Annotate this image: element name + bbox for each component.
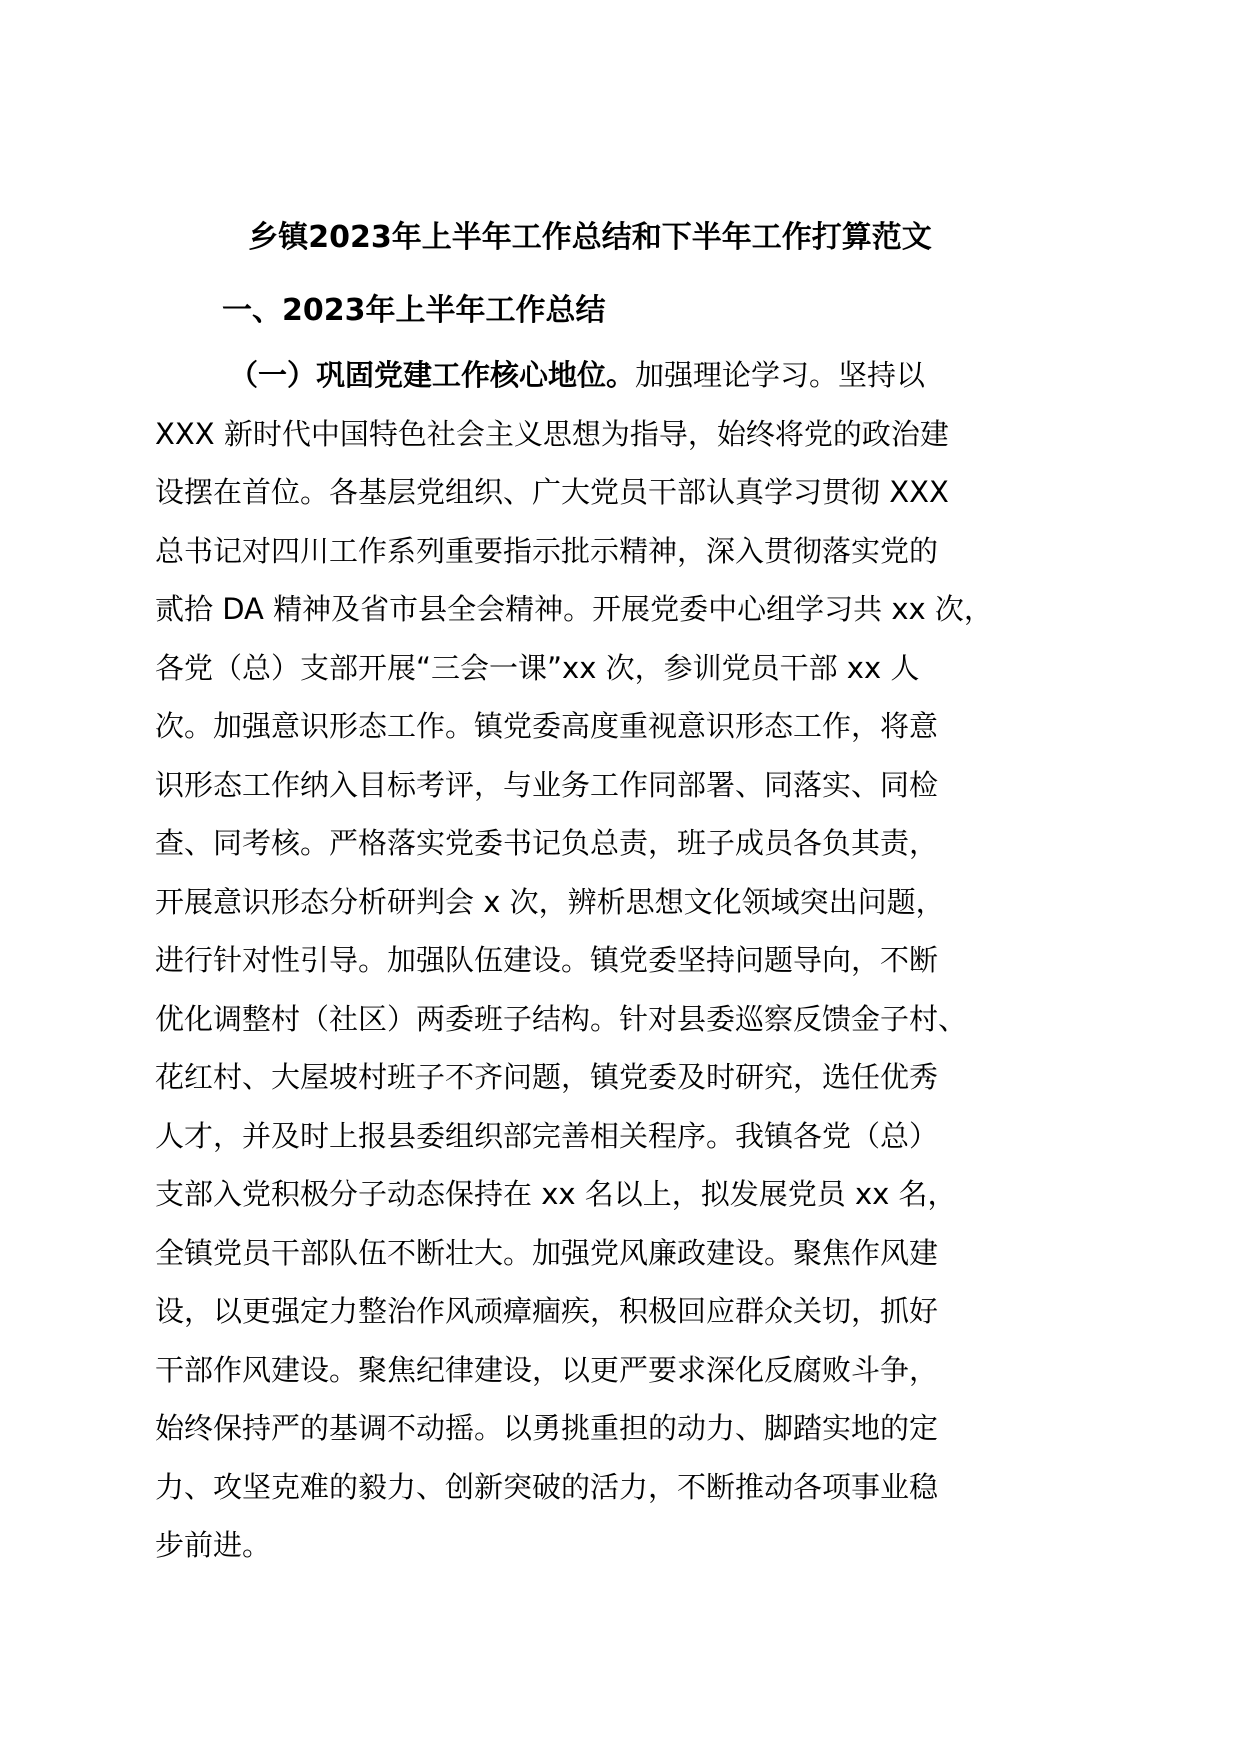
paragraph-line: 次。加强意识形态工作。镇党委高度重视意识形态工作，将意	[155, 709, 939, 743]
subsection-heading: （一）巩固党建工作核心地位。	[229, 358, 636, 392]
paragraph-line: 始终保持严的基调不动摇。以勇挑重担的动力、脚踏实地的定	[155, 1411, 939, 1445]
section-heading: 一、2023年上半年工作总结	[222, 293, 606, 328]
paragraph-body	[155, 346, 1115, 1575]
paragraph-line: 支部入党积极分子动态保持在 xx 名以上，拟发展党员 xx 名，	[155, 1177, 957, 1211]
paragraph-line: 步前进。	[155, 1528, 272, 1562]
paragraph-line: 设摆在首位。各基层党组织、广大党员干部认真学习贯彻 XXX	[155, 475, 949, 509]
paragraph-line: 人才，并及时上报县委组织部完善相关程序。我镇各党（总）	[155, 1118, 939, 1153]
paragraph-line: 干部作风建设。聚焦纪律建设，以更严要求深化反腐败斗争，	[155, 1352, 939, 1387]
paragraph-line: 力、攻坚克难的毅力、创新突破的活力，不断推动各项事业稳	[155, 1469, 939, 1504]
paragraph-line: 贰拾 DA 精神及省市县全会精神。开展党委中心组学习共 xx 次，	[155, 592, 993, 626]
paragraph-line-text: 加强理论学习。坚持以	[635, 358, 926, 392]
paragraph-line: 识形态工作纳入目标考评，与业务工作同部署、同落实、同检	[155, 767, 939, 802]
paragraph-line: XXX 新时代中国特色社会主义思想为指导，始终将党的政治建	[155, 416, 949, 451]
paragraph-line: 花红村、大屋坡村班子不齐问题，镇党委及时研究，选任优秀	[155, 1060, 939, 1094]
document-title: 乡镇2023年上半年工作总结和下半年工作打算范文	[248, 220, 932, 255]
paragraph-line: 优化调整村（社区）两委班子结构。针对县委巡察反馈金子村、	[155, 1001, 968, 1036]
paragraph-line: 全镇党员干部队伍不断壮大。加强党风廉政建设。聚焦作风建	[155, 1235, 939, 1270]
paragraph-line: 各党（总）支部开展“三会一课”xx 次，参训党员干部 xx 人	[155, 650, 920, 685]
paragraph-line: 总书记对四川工作系列重要指示批示精神，深入贯彻落实党的	[155, 533, 939, 568]
paragraph-line: 设，以更强定力整治作风顽瘴痼疾，积极回应群众关切，抓好	[155, 1294, 939, 1328]
paragraph-line: 查、同考核。严格落实党委书记负总责，班子成员各负其责，	[155, 826, 939, 860]
paragraph-line: 开展意识形态分析研判会 x 次，辨析思想文化领域突出问题，	[155, 884, 945, 919]
paragraph-line: 进行针对性引导。加强队伍建设。镇党委坚持问题导向，不断	[155, 943, 939, 977]
paragraph-line	[155, 346, 1115, 405]
